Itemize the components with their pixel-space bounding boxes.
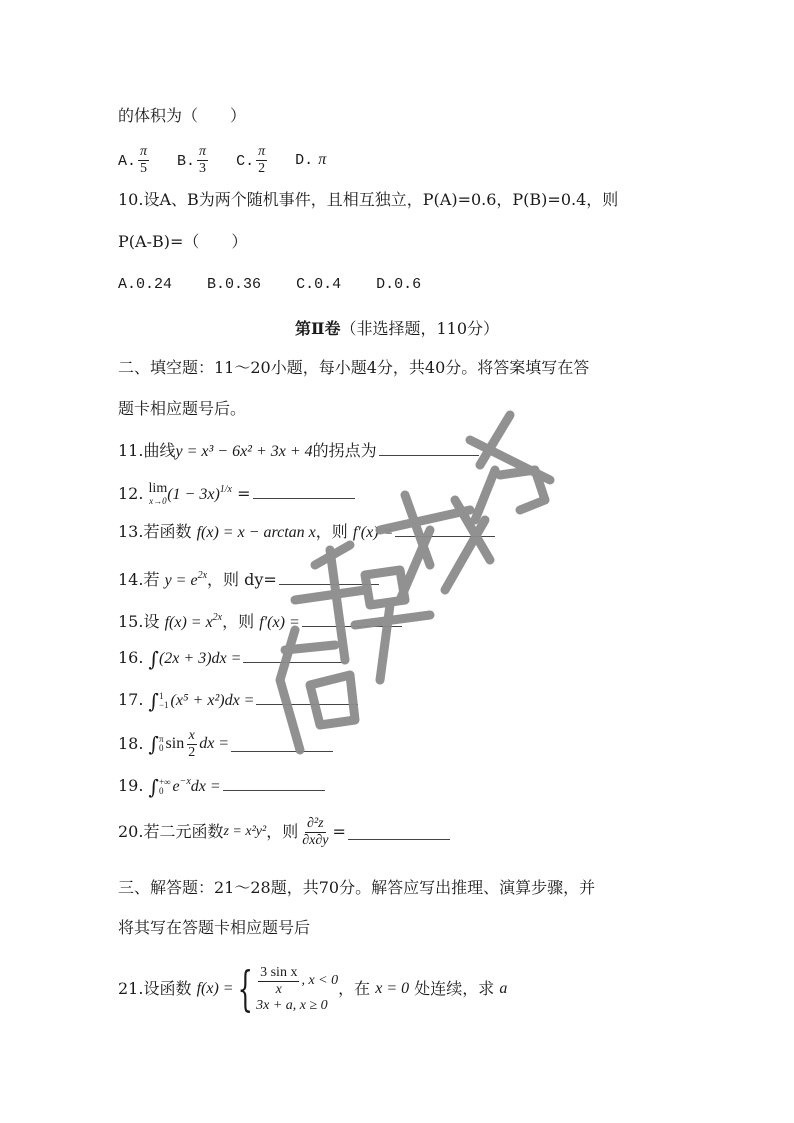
q15: 15.设 $f(x) = x^{2x}$，则 f′(x) = [118,608,402,633]
q15-answer-blank[interactable] [302,624,402,627]
q21: 21. 设函数 f(x) = { $\frac{\text{3 sin x}}{x}$ , x < 0 3x + a, x ≥ 0 ，在 x = 0 处连续，求 a [118,961,508,1017]
section3-heading-line2: 将其写在答题卡相应题号后 [118,918,311,937]
q11: 11.曲线y = x³ − 6x² + 3x + 4的拐点为 [118,441,479,462]
q10-option-b: B.0.36 [207,276,262,293]
integral-sign-icon: ∫ [148,732,159,756]
q13-answer-blank[interactable] [395,534,495,537]
q9-option-b: B. $\frac{\pi}{3}$ [177,143,207,176]
section2-heading-line2: 题卡相应题号后。 [118,399,247,418]
part2-title [0,316,794,339]
q11-answer-blank[interactable] [379,453,479,456]
q9-option-a: A. $\frac{\pi}{5}$ [118,143,148,176]
q10-line1: 10.设A、B为两个随机事件，且相互独立，P(A)=0.6，P(B)=0.4，则 [118,190,619,209]
q19: 19. ∫ +∞ 0 $e^{-x}dx$ = [118,772,325,797]
part2-title-bold: 第Ⅱ卷 [294,319,341,338]
q19-answer-blank[interactable] [223,788,325,791]
q10-line2: P(A-B)=（ ） [118,232,248,251]
q9-option-d: D. π [295,151,327,169]
q18: 18. ∫ π 0 sin $\frac{x}{2}$ dx = [118,724,333,764]
q20-answer-blank[interactable] [348,837,450,840]
q14: 14.若 $y = e^{2x}$，则 dy= [118,566,379,591]
integral-sign-icon: ∫ [148,775,159,799]
brace-icon: { [237,961,253,1017]
part2-title-rest: （非选择题，110分） [340,319,500,338]
q17: 17. ∫ 1 −1 (x⁵ + x²)dx = [118,690,358,711]
q13: 13.若函数 f(x) = x − arctan x，则 f′(x) = [118,522,495,543]
q10-option-a: A.0.24 [118,276,173,293]
q20: 20. 若二元函数 z = x²y² ，则 $\frac{\text{∂²z}}{\partial x\partial y}$ = [118,812,450,852]
q9-option-c: C. $\frac{\pi}{2}$ [236,143,266,176]
integral-sign-icon: ∫ [148,647,159,671]
q10-option-d: D.0.6 [376,276,422,293]
q18-answer-blank[interactable] [231,749,333,752]
integral-sign-icon: ∫ [148,689,159,713]
q12-answer-blank[interactable] [253,496,355,499]
q16-answer-blank[interactable] [243,660,345,663]
q9-options [118,142,352,178]
section3-heading-line1: 三、解答题：21～28题，共70分。解答应写出推理、演算步骤，并 [118,878,596,897]
q14-answer-blank[interactable] [279,582,379,585]
q17-answer-blank[interactable] [256,702,358,705]
q9-text: 的体积为（ ） [118,106,247,125]
q10-options [118,275,447,295]
piecewise-function: { $\frac{\text{3 sin x}}{x}$ , x < 0 3x + a, x ≥ 0 [237,961,339,1017]
q12: 12. lim x→0 $(1 - 3x)^{1/x}$ = [118,480,355,507]
q10-option-c: C.0.4 [296,276,342,293]
q16: 16. ∫(2x + 3)dx = [118,648,345,669]
section2-heading-line1: 二、填空题：11～20小题，每小题4分，共40分。将答案填写在答 [118,358,590,377]
